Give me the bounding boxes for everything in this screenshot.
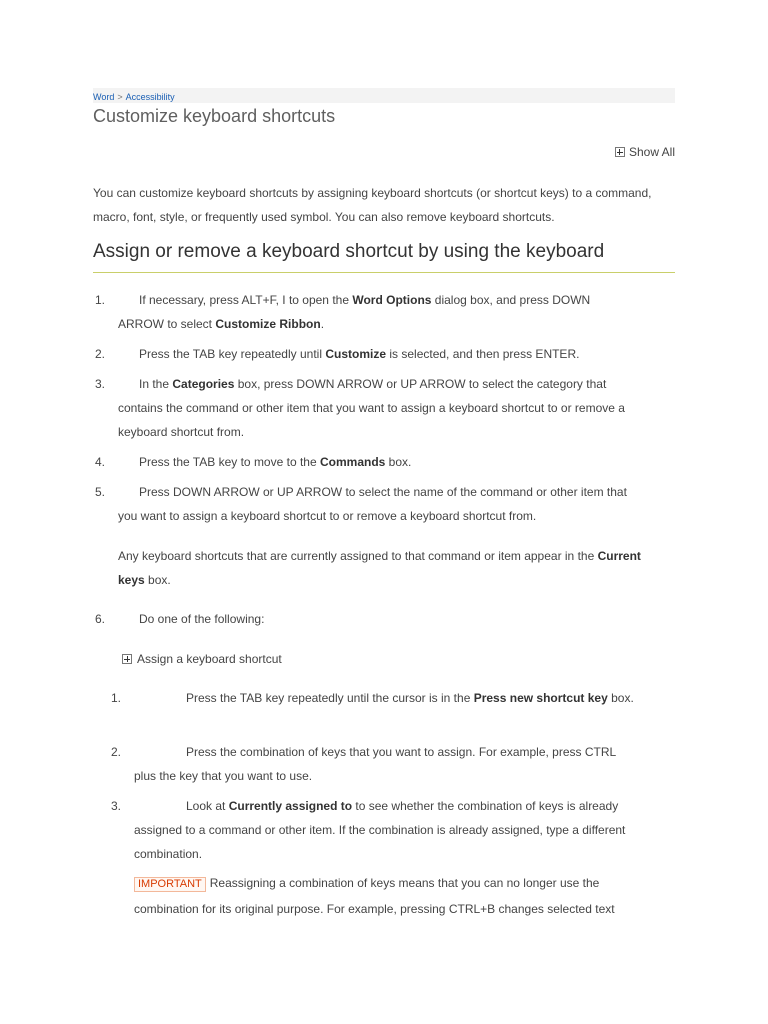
list-item	[95, 450, 648, 474]
step-text: box.	[385, 455, 412, 469]
step-number: 3.	[95, 377, 106, 391]
list-item	[111, 740, 634, 788]
step-text: Any keyboard shortcuts that are currently assigned to that command or item appear in the	[118, 549, 598, 563]
expand-plus-icon	[615, 147, 625, 157]
breadcrumb-separator: >	[117, 92, 123, 102]
step-text: .	[320, 317, 325, 331]
list-item	[111, 794, 630, 922]
step-number: 1.	[95, 293, 106, 307]
step-text: If necessary, press ALT+F, I to open the	[139, 293, 353, 307]
important-badge: IMPORTANT	[134, 877, 206, 892]
section-heading: Assign or remove a keyboard shortcut by using the keyboard	[93, 238, 675, 273]
list-item	[95, 607, 648, 631]
breadcrumb-link-accessibility[interactable]: Accessibility	[125, 92, 175, 102]
step-text: to see whether the combination of keys is already assigned to a command or other item. If the combination is already assigned, type a different combination.	[134, 799, 626, 861]
expander-label: Assign a keyboard shortcut	[137, 652, 282, 666]
breadcrumb-link-word[interactable]: Word	[93, 92, 115, 102]
step-bold-term: Press new shortcut key	[473, 691, 608, 705]
list-item	[95, 372, 644, 444]
important-text: Reassigning a combination of keys means that you can no longer use the combination for its original purpose. For example, pressing CTRL+B changes selected text	[134, 876, 615, 916]
step-text: Press DOWN ARROW or UP ARROW to select the name of the command or other item that you want to assign a keyboard shortcut to or remove a keyboard shortcut from.	[118, 485, 627, 523]
assign-shortcut-expander[interactable]	[122, 650, 282, 668]
step-text: box.	[144, 573, 171, 587]
step-text: Look at	[186, 799, 229, 813]
step-text: Press the TAB key repeatedly until the cursor is in the	[186, 691, 474, 705]
step-number: 6.	[95, 612, 106, 626]
step-text: Press the TAB key repeatedly until	[139, 347, 326, 361]
list-item	[95, 288, 618, 336]
step-note	[118, 544, 646, 592]
step-bold-term: Commands	[319, 455, 386, 469]
expand-plus-icon	[122, 654, 132, 664]
step-text: In the	[139, 377, 173, 391]
substep-number: 3.	[111, 799, 122, 813]
list-item	[95, 342, 648, 366]
step-text: Press the combination of keys that you want to assign. For example, press CTRL plus the key that you want to use.	[134, 745, 616, 783]
list-item	[95, 480, 646, 592]
step-bold-term: Customize	[325, 347, 387, 361]
step-number: 2.	[95, 347, 106, 361]
step-text: box, press DOWN ARROW or UP ARROW to select the category that contains the command or other item that you want to assign a keyboard shortcut to or remove a keyboard shortcut from.	[118, 377, 625, 439]
show-all-button[interactable]	[615, 145, 675, 159]
step-bold-term: Customize Ribbon	[215, 317, 321, 331]
step-text: box.	[607, 691, 634, 705]
step-text: dialog box, and press DOWN ARROW to select	[118, 293, 591, 331]
list-item	[111, 686, 634, 710]
step-bold-term: Word Options	[352, 293, 432, 307]
step-bold-term: Current keys	[118, 549, 641, 587]
substep-number: 2.	[111, 745, 122, 759]
step-number: 5.	[95, 485, 106, 499]
show-all-label: Show All	[628, 145, 675, 159]
substep-number: 1.	[111, 691, 122, 705]
important-note	[134, 870, 630, 922]
step-text: Do one of the following:	[139, 612, 265, 626]
step-text: Press the TAB key to move to the	[139, 455, 320, 469]
page-title: Customize keyboard shortcuts	[93, 106, 336, 126]
intro-paragraph: You can customize keyboard shortcuts by assigning keyboard shortcuts (or shortcut keys) to a command, macro, font, style, or frequently used symbol. You can also remove keyboard shortcuts.	[93, 186, 652, 224]
step-number: 4.	[95, 455, 106, 469]
step-bold-term: Categories	[172, 377, 235, 391]
step-text: is selected, and then press ENTER.	[386, 347, 580, 361]
step-bold-term: Currently assigned to	[228, 799, 353, 813]
breadcrumb	[93, 88, 675, 103]
